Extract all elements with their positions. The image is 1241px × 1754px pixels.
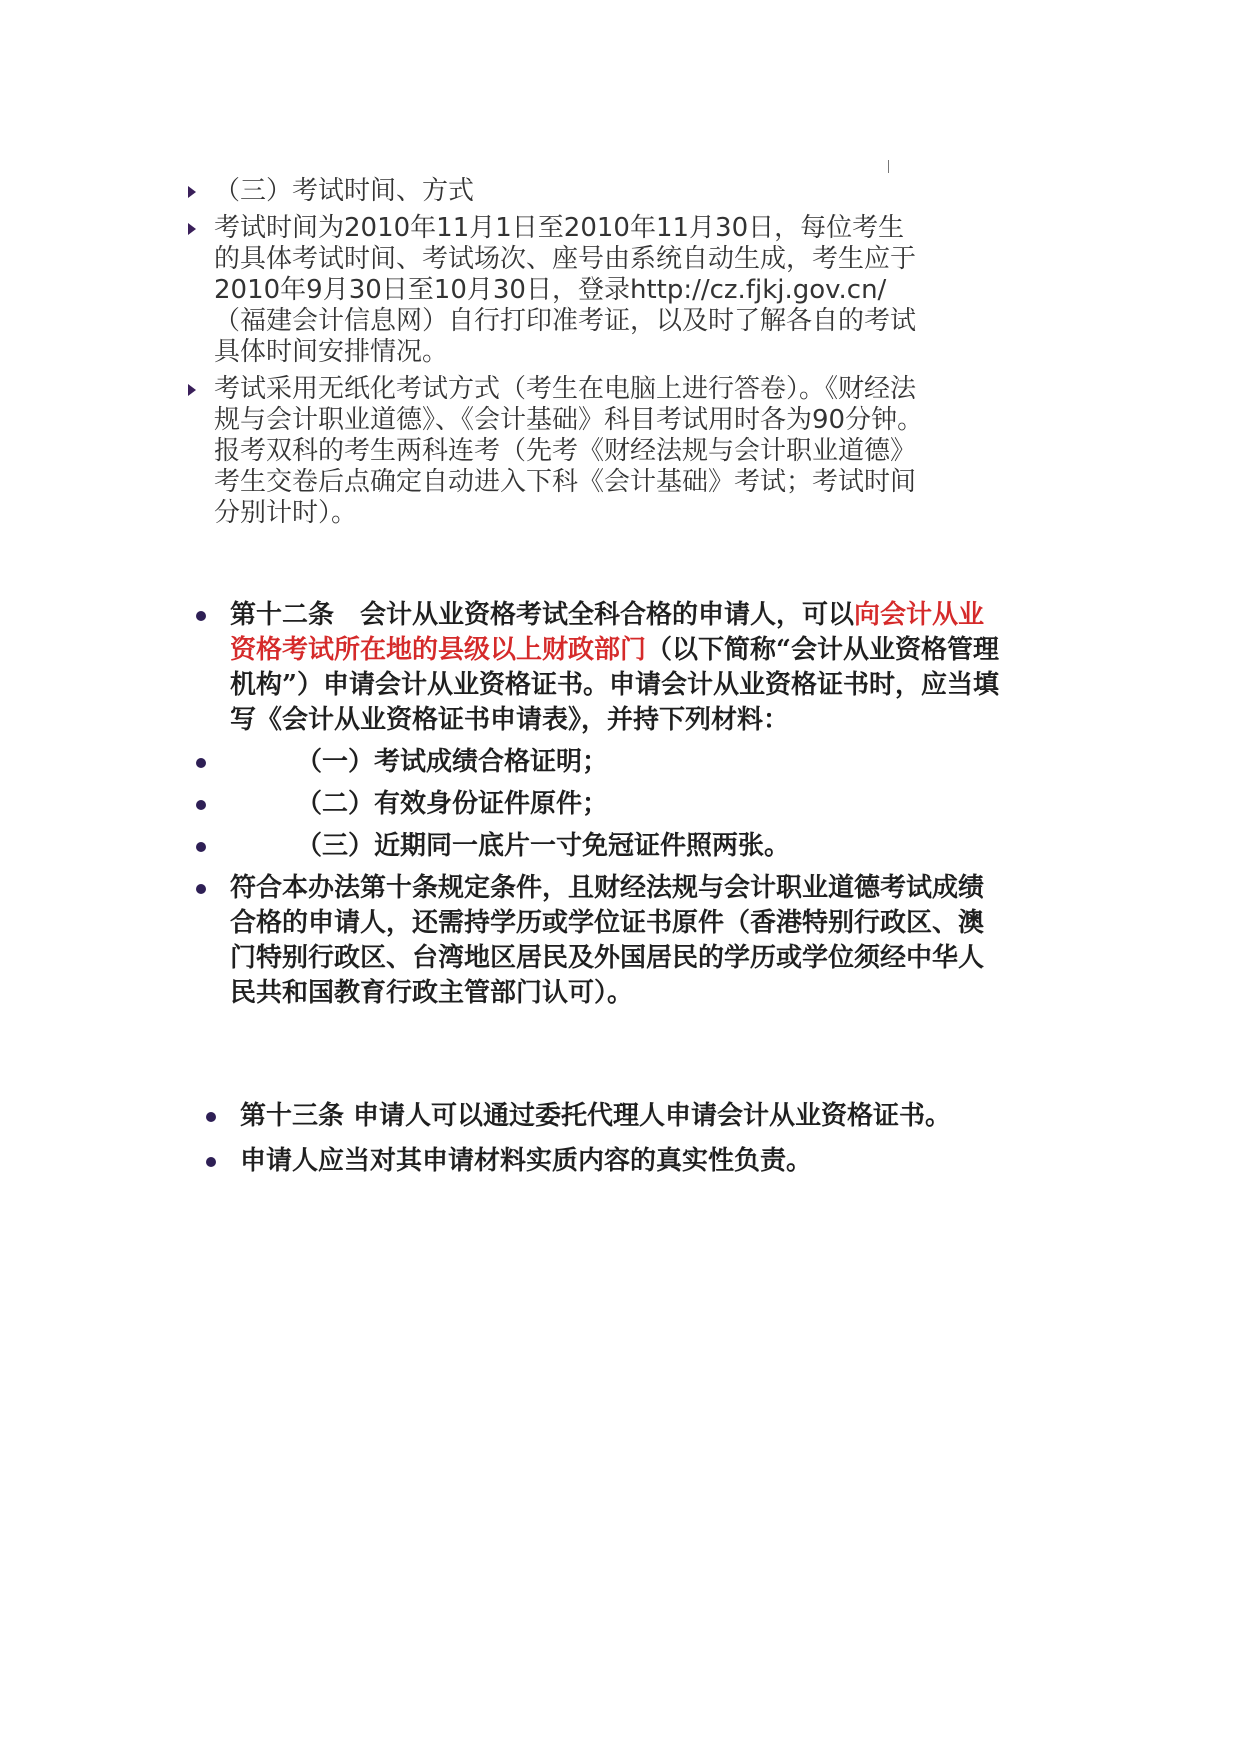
exam-time-section [188, 176, 928, 529]
dot-bullet-icon [206, 1112, 216, 1122]
material-item: （一）考试成绩合格证明； [296, 747, 609, 777]
list-item [188, 176, 928, 207]
list-item [196, 745, 1002, 780]
list-item [188, 374, 928, 529]
list-item [206, 1144, 996, 1179]
dot-bullet-icon [196, 611, 206, 621]
dot-bullet-icon [206, 1157, 216, 1167]
list-item [206, 1099, 996, 1134]
page-mark [888, 160, 889, 173]
list-item [196, 871, 1002, 1011]
article-12-section [196, 598, 1002, 1011]
list-item [196, 598, 1002, 738]
list-item [196, 787, 1002, 822]
dot-bullet-icon [196, 758, 206, 768]
extra-requirement-paragraph: 符合本办法第十条规定条件，且财经法规与会计职业道德考试成绩合格的申请人，还需持学历或学位证书原件（香港特别行政区、澳门特别行政区、台湾地区居民及外国居民的学历或学位须经中华人民共和国教育行政主管部门认可）。 [230, 873, 985, 1008]
article-12-paragraph [230, 598, 1002, 738]
article-12-text-continued: （以下简称“会计从业资格管理机构”）申请会计从业资格证书。申请会计从业资格证书时，应当填写《会计从业资格证书申请表》，并持下列材料： [230, 635, 999, 735]
triangle-bullet-icon [188, 223, 196, 235]
exam-method-paragraph: 考试采用无纸化考试方式（考生在电脑上进行答卷）。《财经法规与会计职业道德》、《会计基础》科目考试用时各为90分钟。报考双科的考生两科连考（先考《财经法规与会计职业道德》考生交卷后点确定自动进入下科《会计基础》考试；考试时间分别计时）。 [214, 374, 924, 528]
highlighted-text: 向会计从业资格考试所在地的县级以上财政部门 [230, 600, 985, 665]
article-13-paragraph: 第十三条 申请人可以通过委托代理人申请会计从业资格证书。 [240, 1101, 952, 1131]
article-13-section [206, 1099, 996, 1179]
exam-time-paragraph: 考试时间为2010年11月1日至2010年11月30日，每位考生的具体考试时间、考试场次、座号由系统自动生成，考生应于2010年9月30日至10月30日，登录http://cz.fjkj.gov.cn/（福建会计信息网）自行打印准考证，以及时了解各自的考试具体时间安排情况。 [214, 213, 917, 367]
material-item: （二）有效身份证件原件； [296, 789, 609, 819]
material-item: （三）近期同一底片一寸免冠证件照两张。 [296, 831, 791, 861]
dot-bullet-icon [196, 842, 206, 852]
dot-bullet-icon [196, 800, 206, 810]
list-item [188, 213, 928, 368]
triangle-bullet-icon [188, 186, 196, 198]
section-heading: （三）考试时间、方式 [214, 176, 475, 206]
list-item [196, 829, 1002, 864]
article-12-text: 第十二条 会计从业资格考试全科合格的申请人，可以 [230, 600, 855, 630]
dot-bullet-icon [196, 884, 206, 894]
responsibility-paragraph: 申请人应当对其申请材料实质内容的真实性负责。 [240, 1146, 813, 1176]
triangle-bullet-icon [188, 384, 196, 396]
